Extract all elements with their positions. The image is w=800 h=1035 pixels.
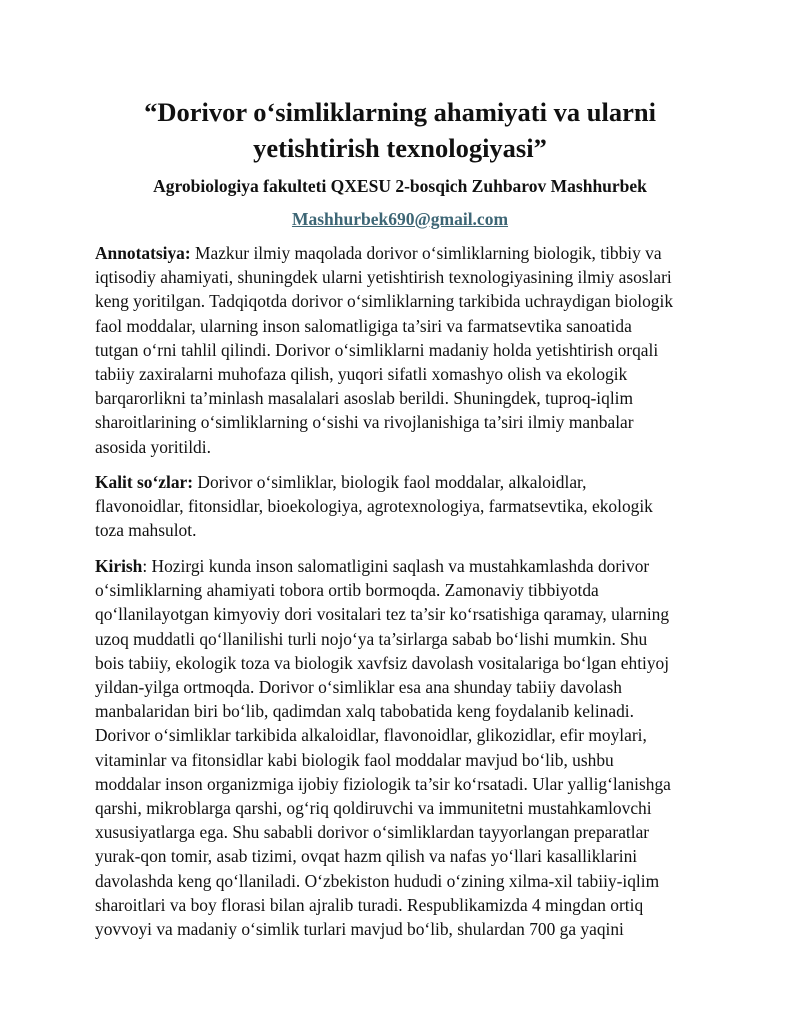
- author-line: Agrobiologiya fakulteti QXESU 2-bosqich Zuhbarov Mashhurbek: [153, 176, 647, 196]
- paragraph-line: moddalar inson organizmiga ijobiy fiziologik ta’sir ko‘rsatadi. Ular yallig‘lanishga: [95, 773, 671, 794]
- paragraph-line: yovvoyi va madaniy o‘simlik turlari mavjud bo‘lib, shulardan 700 ga yaqini: [95, 919, 624, 940]
- introduction-paragraph: [95, 554, 715, 941]
- paragraph-line: [95, 554, 715, 578]
- paragraph-line: toza mahsulot.: [95, 520, 197, 541]
- article-title: [100, 94, 700, 166]
- paragraph-line: yurak-qon tomir, asab tizimi, ovqat hazm qilish va nafas yo‘llari kasalliklarini: [95, 846, 638, 867]
- author-email: [100, 207, 700, 231]
- paragraph-line: o‘simliklarning ahamiyati tobora ortib bormoqda. Zamonaviy tibbiyotda: [95, 580, 599, 601]
- paragraph-line: tabiiy zaxiralarni muhofaza qilish, yuqori sifatli xomashyo olish va ekologik: [95, 364, 628, 385]
- keywords-paragraph: [95, 470, 715, 543]
- paragraph-line: xususiyatlarga ega. Shu sababli dorivor o‘simliklardan tayyorlangan preparatlar: [95, 822, 650, 843]
- paragraph-line: uzoq muddatli qo‘llanilishi turli nojo‘ya ta’sirlarga sabab bo‘lishi mumkin. Shu: [95, 628, 648, 649]
- paragraph-line: sharoitlarining o‘simliklarning o‘sishi va rivojlanishiga ta’siri ilmiy manbalar: [95, 412, 634, 433]
- paragraph-line: qo‘llanilayotgan kimyoviy dori vositalari tez ta’sir ko‘rsatishiga qaramay, ularning: [95, 604, 670, 625]
- paragraph-text: Mazkur ilmiy maqolada dorivor o‘simliklarning biologik, tibbiy va: [190, 243, 662, 263]
- paragraph-line: flavonoidlar, fitonsidlar, bioekologiya, agrotexnologiya, farmatsevtika, ekologik: [95, 496, 653, 517]
- paragraph-line: asosida yoritildi.: [95, 436, 211, 457]
- paragraph-line: yildan-yilga ortmoqda. Dorivor o‘simliklar esa ana shunday tabiiy davolash: [95, 677, 622, 698]
- paragraph-text: Dorivor o‘simliklar, biologik faol moddalar, alkaloidlar,: [193, 472, 587, 492]
- paragraph-line: faol moddalar, ularning inson salomatligiga ta’siri va farmatsevtika sanoatida: [95, 315, 632, 336]
- paragraph-line: sharoitlari va boy florasi bilan ajralib turadi. Respublikamizda 4 mingdan ortiq: [95, 894, 644, 915]
- paragraph-line: Dorivor o‘simliklar tarkibida alkaloidlar, flavonoidlar, glikozidlar, efir moylari,: [95, 725, 647, 746]
- paragraph-text: : Hozirgi kunda inson salomatligini saqlash va mustahkamlashda dorivor: [142, 556, 650, 576]
- email-link[interactable]: Mashhurbek690@gmail.com: [291, 209, 509, 229]
- paragraph-line: bois tabiiy, ekologik toza va biologik xavfsiz davolash vositalariga bo‘lgan ehtiyoj: [95, 652, 670, 673]
- abstract-label: Annotatsiya:: [95, 243, 191, 263]
- paragraph-line: keng yoritilgan. Tadqiqotda dorivor o‘simliklarning tarkibida uchraydigan biologik: [95, 291, 674, 312]
- title-line: “Dorivor o‘simliklarning ahamiyati va ularni: [144, 97, 656, 127]
- keywords-label: Kalit so‘zlar:: [95, 472, 194, 492]
- paragraph-line: davolashda keng qo‘llaniladi. O‘zbekiston hududi o‘zining xilma-xil tabiiy-iqlim: [95, 870, 660, 891]
- paragraph-line: barqarorlikni ta’minlash masalalari asoslab berildi. Shuningdek, tuproq-iqlim: [95, 388, 634, 409]
- paragraph-line: [95, 470, 715, 494]
- paragraph-line: tutgan o‘rni tahlil qilindi. Dorivor o‘simliklarni madaniy holda yetishtirish orqali: [95, 339, 659, 360]
- paragraph-line: iqtisodiy ahamiyati, shuningdek ularni yetishtirish texnologiyasining ilmiy asoslari: [95, 267, 672, 288]
- paragraph-line: vitaminlar va fitonsidlar kabi biologik faol moddalar mavjud bo‘lib, ushbu: [95, 749, 614, 770]
- paragraph-line: manbalaridan biri bo‘lib, qadimdan xalq tabobatida keng foydalanib kelinadi.: [95, 701, 634, 722]
- title-line: yetishtirish texnologiyasi”: [253, 133, 547, 163]
- paragraph-line: qarshi, mikroblarga qarshi, og‘riq qoldiruvchi va immunitetni mustahkamlovchi: [95, 798, 652, 819]
- paragraph-line: [95, 241, 715, 265]
- abstract-paragraph: [95, 241, 715, 459]
- introduction-label: Kirish: [95, 556, 143, 576]
